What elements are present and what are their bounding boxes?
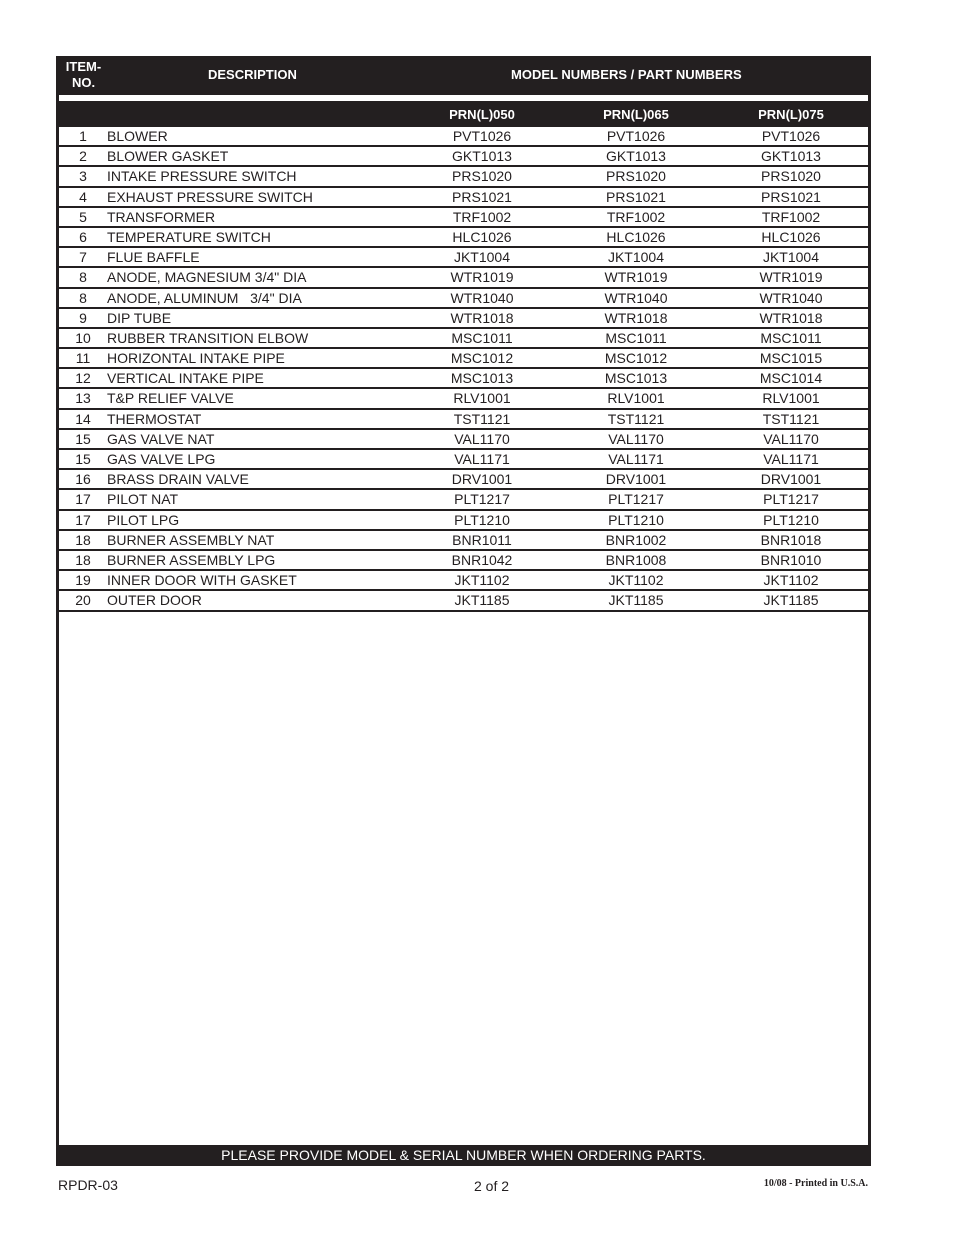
model-header-065: PRN(L)065 xyxy=(603,107,669,122)
model-header-075: PRN(L)075 xyxy=(758,107,824,122)
part-number: DRV1001 xyxy=(451,471,513,488)
item-number: 1 xyxy=(79,128,87,144)
item-number: 15 xyxy=(75,430,91,447)
page-number: 2 of 2 xyxy=(474,1178,510,1194)
part-number: TRF1002 xyxy=(761,208,821,225)
part-number: MSC1012 xyxy=(604,350,668,367)
table-row xyxy=(59,167,868,187)
part-number: PVT1026 xyxy=(606,128,666,144)
item-number: 13 xyxy=(75,390,91,407)
item-description: BLOWER xyxy=(107,128,168,144)
item-number: 6 xyxy=(79,228,87,245)
item-number: 8 xyxy=(79,289,87,306)
item-number: 18 xyxy=(75,551,91,568)
item-number: 17 xyxy=(75,511,91,528)
part-number: HLC1026 xyxy=(606,228,666,245)
item-number: 2 xyxy=(79,148,87,165)
part-number: GKT1013 xyxy=(761,148,821,165)
table-row xyxy=(59,450,868,470)
part-number: BNR1011 xyxy=(452,531,512,548)
part-number: MSC1011 xyxy=(760,329,822,346)
part-number: DRV1001 xyxy=(605,471,667,488)
header-description: DESCRIPTION xyxy=(208,67,297,82)
part-number: BNR1008 xyxy=(605,551,667,568)
part-number: JKT1102 xyxy=(454,572,510,589)
ordering-notice: PLEASE PROVIDE MODEL & SERIAL NUMBER WHEN ORDERING PARTS. xyxy=(56,1145,871,1166)
item-description: EXHAUST PRESSURE SWITCH xyxy=(107,188,313,205)
item-description: PILOT LPG xyxy=(107,511,180,528)
part-number: TST1121 xyxy=(453,410,511,427)
header-item-no xyxy=(56,59,111,91)
part-number: JKT1185 xyxy=(608,592,664,609)
item-description: INNER DOOR WITH GASKET xyxy=(107,572,297,589)
part-number: RLV1001 xyxy=(607,390,665,407)
parts-table-body xyxy=(59,127,868,612)
part-number: VAL1171 xyxy=(763,451,819,467)
table-row xyxy=(59,208,868,228)
item-description: BURNER ASSEMBLY LPG xyxy=(107,551,276,568)
part-number: MSC1011 xyxy=(451,329,513,346)
table-row xyxy=(59,248,868,268)
item-description: THERMOSTAT xyxy=(107,410,202,427)
table-row xyxy=(59,228,868,248)
part-number: HLC1026 xyxy=(452,228,512,245)
part-number: MSC1012 xyxy=(450,350,514,367)
item-number: 9 xyxy=(79,309,87,326)
table-row xyxy=(59,490,868,510)
table-row xyxy=(59,591,868,611)
part-number: JKT1102 xyxy=(763,572,819,589)
item-description: GAS VALVE LPG xyxy=(107,451,216,467)
item-number: 14 xyxy=(75,410,91,427)
item-description: VERTICAL INTAKE PIPE xyxy=(107,370,264,387)
part-number: JKT1004 xyxy=(607,249,665,266)
model-header-050: PRN(L)050 xyxy=(449,107,515,122)
item-description: INTAKE PRESSURE SWITCH xyxy=(107,168,297,185)
table-row xyxy=(59,147,868,167)
part-number: JKT1185 xyxy=(454,592,510,609)
item-description: PILOT NAT xyxy=(107,491,179,508)
item-number: 4 xyxy=(79,188,87,205)
part-number: MSC1013 xyxy=(450,370,514,387)
part-number: WTR1019 xyxy=(604,269,668,286)
table-row xyxy=(59,389,868,409)
item-number: 12 xyxy=(75,370,91,387)
part-number: HLC1026 xyxy=(761,228,821,245)
part-number: WTR1040 xyxy=(759,289,823,306)
table-row xyxy=(59,430,868,450)
part-number: VAL1171 xyxy=(454,451,510,467)
part-number: WTR1019 xyxy=(759,269,823,286)
document-code: RPDR-03 xyxy=(58,1177,118,1193)
table-row xyxy=(59,410,868,430)
part-number: PRS1021 xyxy=(761,188,821,205)
table-row xyxy=(59,188,868,208)
item-number: 11 xyxy=(75,350,91,367)
item-number: 3 xyxy=(79,168,87,185)
part-number: RLV1001 xyxy=(762,390,820,407)
table-row xyxy=(59,470,868,490)
item-description: ANODE, MAGNESIUM 3/4" DIA xyxy=(107,269,307,286)
part-number: VAL1171 xyxy=(608,451,664,467)
item-number: 5 xyxy=(79,208,87,225)
part-number: WTR1019 xyxy=(450,269,514,286)
item-description: TRANSFORMER xyxy=(107,208,216,225)
part-number: MSC1014 xyxy=(759,370,823,387)
part-number: WTR1018 xyxy=(759,309,823,326)
part-number: JKT1004 xyxy=(453,249,511,266)
item-description: FLUE BAFFLE xyxy=(107,249,200,266)
item-description: ANODE, ALUMINUM 3/4" DIA xyxy=(107,289,302,306)
part-number: PRS1021 xyxy=(606,188,666,205)
part-number: PLT1217 xyxy=(608,491,664,508)
print-date: 10/08 - Printed in U.S.A. xyxy=(763,1178,868,1189)
part-number: TRF1002 xyxy=(452,208,512,225)
part-number: PRS1021 xyxy=(452,188,512,205)
item-number: 8 xyxy=(79,269,87,286)
header-model-numbers: MODEL NUMBERS / PART NUMBERS xyxy=(511,67,742,82)
header-item-no-line1: ITEM- xyxy=(65,59,102,74)
part-number: PLT1210 xyxy=(454,511,510,528)
table-row xyxy=(59,289,868,309)
part-number: GKT1013 xyxy=(452,148,512,165)
table-row xyxy=(59,369,868,389)
item-number: 20 xyxy=(75,592,91,609)
item-number: 15 xyxy=(75,451,91,467)
part-number: JKT1185 xyxy=(763,592,819,609)
table-row xyxy=(59,571,868,591)
table-row xyxy=(59,531,868,551)
part-number: BNR1010 xyxy=(760,551,822,568)
part-number: BNR1018 xyxy=(760,531,822,548)
table-header xyxy=(56,56,871,95)
item-description: HORIZONTAL INTAKE PIPE xyxy=(107,350,285,367)
part-number: PVT1026 xyxy=(761,128,821,144)
part-number: TST1121 xyxy=(762,410,820,427)
part-number: BNR1042 xyxy=(451,551,513,568)
part-number: PLT1210 xyxy=(608,511,664,528)
header-item-no-line2: NO. xyxy=(71,75,96,90)
item-number: 16 xyxy=(75,471,91,488)
part-number: MSC1011 xyxy=(605,329,667,346)
part-number: WTR1040 xyxy=(604,289,668,306)
part-number: GKT1013 xyxy=(606,148,666,165)
part-number: TST1121 xyxy=(607,410,665,427)
part-number: VAL1170 xyxy=(608,430,664,447)
model-header-row xyxy=(56,101,871,127)
part-number: JKT1004 xyxy=(762,249,820,266)
part-number: PRS1020 xyxy=(606,168,666,185)
item-description: DIP TUBE xyxy=(107,309,172,326)
part-number: WTR1040 xyxy=(450,289,514,306)
item-description: T&P RELIEF VALVE xyxy=(107,390,234,407)
item-description: BURNER ASSEMBLY NAT xyxy=(107,531,275,548)
part-number: JKT1102 xyxy=(608,572,664,589)
item-description: OUTER DOOR xyxy=(107,592,202,609)
part-number: PLT1217 xyxy=(454,491,510,508)
table-row xyxy=(59,349,868,369)
table-row xyxy=(59,127,868,147)
item-number: 17 xyxy=(75,491,91,508)
part-number: BNR1002 xyxy=(605,531,667,548)
part-number: PRS1020 xyxy=(761,168,821,185)
item-number: 19 xyxy=(75,572,91,589)
table-row xyxy=(59,268,868,288)
table-row xyxy=(59,309,868,329)
table-row xyxy=(59,329,868,349)
part-number: WTR1018 xyxy=(604,309,668,326)
part-number: VAL1170 xyxy=(763,430,819,447)
item-description: BLOWER GASKET xyxy=(107,148,229,165)
part-number: PVT1026 xyxy=(452,128,512,144)
item-description: BRASS DRAIN VALVE xyxy=(107,471,249,488)
item-number: 7 xyxy=(79,249,87,266)
part-number: MSC1013 xyxy=(604,370,668,387)
part-number: PRS1020 xyxy=(452,168,512,185)
part-number: PLT1217 xyxy=(763,491,819,508)
table-row xyxy=(59,551,868,571)
item-description: GAS VALVE NAT xyxy=(107,430,215,447)
part-number: WTR1018 xyxy=(450,309,514,326)
part-number: RLV1001 xyxy=(453,390,511,407)
part-number: TRF1002 xyxy=(606,208,666,225)
part-number: VAL1170 xyxy=(454,430,510,447)
item-description: RUBBER TRANSITION ELBOW xyxy=(107,329,309,346)
part-number: MSC1015 xyxy=(759,350,823,367)
item-description: TEMPERATURE SWITCH xyxy=(107,228,271,245)
item-number: 10 xyxy=(75,329,91,346)
table-row xyxy=(59,511,868,531)
part-number: PLT1210 xyxy=(763,511,819,528)
item-number: 18 xyxy=(75,531,91,548)
part-number: DRV1001 xyxy=(760,471,822,488)
